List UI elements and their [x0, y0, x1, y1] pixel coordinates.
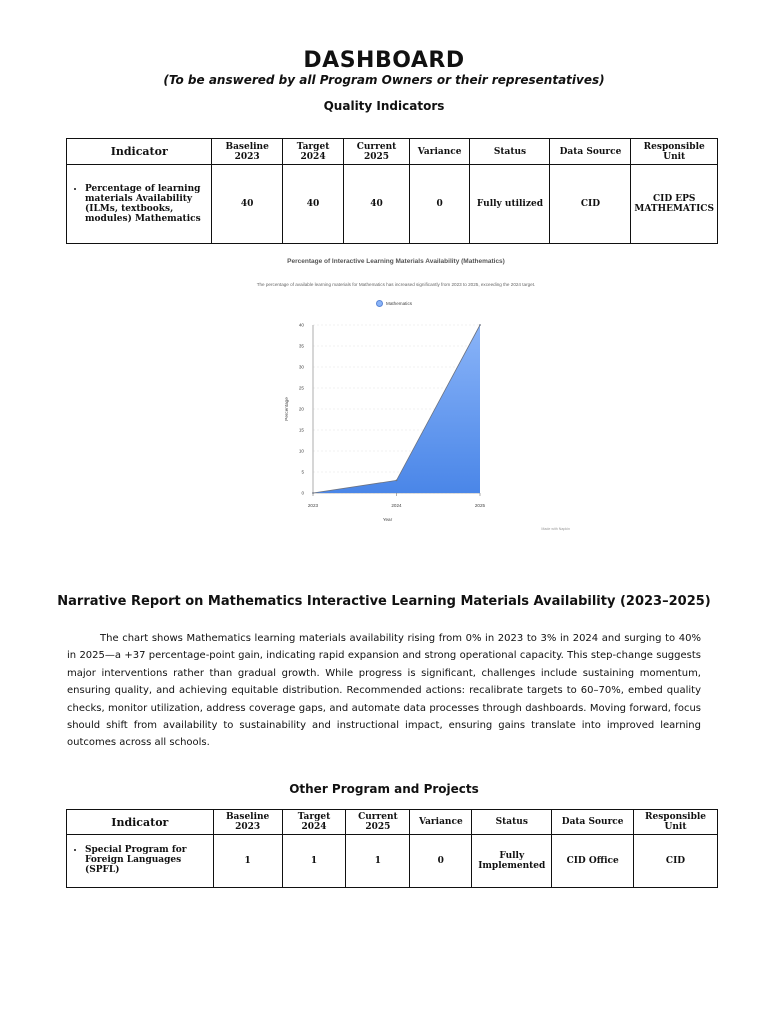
y-tick-label: 0 — [301, 490, 304, 496]
data-point — [396, 480, 398, 482]
table-header-row — [67, 810, 718, 835]
target-cell: 1 — [282, 835, 346, 888]
column-header: Variance — [409, 139, 470, 165]
x-axis-label: Year — [382, 517, 393, 522]
legend-label: Mathematics — [386, 301, 413, 306]
quality-indicators-heading: Quality Indicators — [323, 99, 445, 113]
column-header: Target 2024 — [282, 139, 343, 165]
responsible-unit-cell: CID — [634, 835, 718, 888]
indicator-text: • Special Program for Foreign Languages (SPFL) — [85, 845, 209, 875]
column-header: Baseline 2023 — [213, 810, 282, 835]
other-programs-table — [66, 809, 718, 888]
column-header: Baseline 2023 — [212, 139, 282, 165]
y-tick-label: 15 — [298, 427, 304, 433]
other-programs-heading: Other Program and Projects — [289, 782, 479, 796]
narrative-title: Narrative Report on Mathematics Interactive Learning Materials Availability (2023–2025) — [57, 594, 711, 609]
chart-watermark: Made with Napkin — [541, 527, 570, 531]
area-chart — [220, 254, 570, 539]
column-header: Status — [472, 810, 552, 835]
data-point — [312, 492, 314, 494]
chart-title: Percentage of Interactive Learning Materials Availability (Mathematics) — [287, 258, 505, 265]
data-source-cell: CID Office — [552, 835, 634, 888]
y-tick-label: 10 — [298, 448, 304, 454]
y-tick-label: 20 — [298, 406, 304, 412]
current-cell: 1 — [346, 835, 410, 888]
status-cell: Fully utilized — [470, 165, 550, 244]
y-tick-label: 25 — [298, 385, 304, 391]
x-tick-label: 2025 — [474, 503, 486, 508]
y-tick-label: 30 — [298, 364, 304, 370]
page-title: DASHBOARD — [303, 48, 465, 73]
column-header: Responsible Unit — [631, 139, 718, 165]
y-tick-label: 40 — [298, 322, 304, 328]
responsible-unit-cell: CID EPS MATHEMATICS — [631, 165, 718, 244]
status-cell: Fully Implemented — [472, 835, 552, 888]
data-point — [479, 324, 481, 326]
column-header: Indicator — [67, 139, 212, 165]
column-header: Status — [470, 139, 550, 165]
table-header-row — [67, 139, 718, 165]
indicator-cell — [67, 165, 212, 244]
table-row — [67, 165, 718, 244]
target-cell: 40 — [282, 165, 343, 244]
column-header: Responsible Unit — [634, 810, 718, 835]
variance-cell: 0 — [410, 835, 472, 888]
column-header: Indicator — [67, 810, 214, 835]
page-subtitle: (To be answered by all Program Owners or their representatives) — [163, 73, 605, 87]
chart-plot — [220, 254, 572, 539]
column-header: Target 2024 — [282, 810, 346, 835]
y-axis-label: Percentage — [284, 397, 289, 421]
chart-subtitle: The percentage of available learning materials for Mathematics has increased significantly from 2023 to 2025, exceeding the 2024 target. — [256, 282, 536, 287]
indicator-text: • Percentage of learning materials Availability (ILMs, textbooks, modules) Mathematics — [85, 184, 207, 224]
current-cell: 40 — [344, 165, 409, 244]
baseline-cell: 40 — [212, 165, 282, 244]
column-header: Current 2025 — [344, 139, 409, 165]
column-header: Current 2025 — [346, 810, 410, 835]
column-header: Data Source — [550, 139, 631, 165]
y-tick-label: 5 — [301, 469, 304, 475]
variance-cell: 0 — [409, 165, 470, 244]
data-source-cell: CID — [550, 165, 631, 244]
y-tick-label: 35 — [298, 343, 304, 349]
column-header: Data Source — [552, 810, 634, 835]
quality-indicators-table — [66, 138, 718, 244]
x-tick-label: 2023 — [307, 503, 319, 508]
indicator-cell — [67, 835, 214, 888]
x-tick-label: 2024 — [391, 503, 402, 508]
table-row — [67, 835, 718, 888]
baseline-cell: 1 — [213, 835, 282, 888]
narrative-body: The chart shows Mathematics learning materials availability rising from 0% in 2023 to 3% in 2024 and surging to 40% in 2025—a +37 percentage-point gain, indicating rapid expansion and strong operational capacity. This step-change suggests major interventions rather than gradual growth. While progress is significant, challenges include sustaining momentum, ensuring quality, and achieving equitable distribution. Recommended actions: recalibrate targets to 60–70%, embed quality checks, monitor utilization, address coverage gaps, and automate data processes through dashboards. Moving forward, focus should shift from availability to sustainability and instructional impact, ensuring gains translate into improved learning outcomes across all schools. — [67, 633, 701, 749]
column-header: Variance — [410, 810, 472, 835]
